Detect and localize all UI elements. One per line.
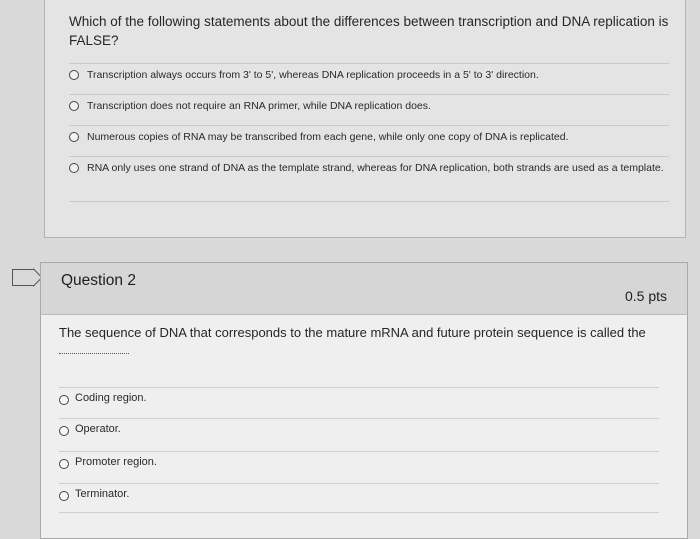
radio-button-icon[interactable]	[69, 132, 79, 142]
question-2-header	[41, 263, 687, 315]
radio-button-icon[interactable]	[59, 459, 69, 469]
option-label: Terminator.	[75, 488, 130, 500]
radio-button-icon[interactable]	[69, 163, 79, 173]
option-label: RNA only uses one strand of DNA as the template strand, whereas for DNA replication, both strands are used as a template.	[87, 162, 664, 174]
option-label: Transcription always occurs from 3' to 5', whereas DNA replication proceeds in a 5' to 3' direction.	[87, 69, 539, 81]
answer-blank	[59, 345, 129, 354]
question-2-option-3[interactable]	[59, 451, 659, 480]
option-label: Coding region.	[75, 392, 147, 404]
question-1-option-1[interactable]	[69, 63, 669, 94]
question-1-option-2[interactable]	[69, 94, 669, 125]
question-2-text	[59, 323, 659, 354]
question-points: 0.5 pts	[624, 288, 667, 304]
option-label: Promoter region.	[75, 456, 157, 468]
question-1-text: Which of the following statements about the differences between transcription and DNA replication is FALSE?	[69, 14, 669, 48]
question-1-option-4[interactable]	[69, 156, 669, 202]
question-1-panel	[44, 0, 686, 238]
flag-question-icon[interactable]	[12, 269, 34, 286]
radio-button-icon[interactable]	[59, 426, 69, 436]
option-label: Numerous copies of RNA may be transcribed from each gene, while only one copy of DNA is replicated.	[87, 131, 569, 143]
question-2-panel	[40, 262, 688, 539]
question-1-option-3[interactable]	[69, 125, 669, 156]
question-2-option-2[interactable]	[59, 418, 659, 447]
radio-button-icon[interactable]	[69, 70, 79, 80]
radio-button-icon[interactable]	[59, 395, 69, 405]
question-title: Question 2	[61, 272, 136, 289]
question-2-option-4[interactable]	[59, 483, 659, 513]
option-label: Transcription does not require an RNA primer, while DNA replication does.	[87, 100, 431, 112]
option-label: Operator.	[75, 423, 121, 435]
question-2-option-1[interactable]	[59, 387, 659, 416]
question-2-prompt: The sequence of DNA that corresponds to the mature mRNA and future protein sequence is called the	[59, 325, 646, 340]
radio-button-icon[interactable]	[69, 101, 79, 111]
radio-button-icon[interactable]	[59, 491, 69, 501]
